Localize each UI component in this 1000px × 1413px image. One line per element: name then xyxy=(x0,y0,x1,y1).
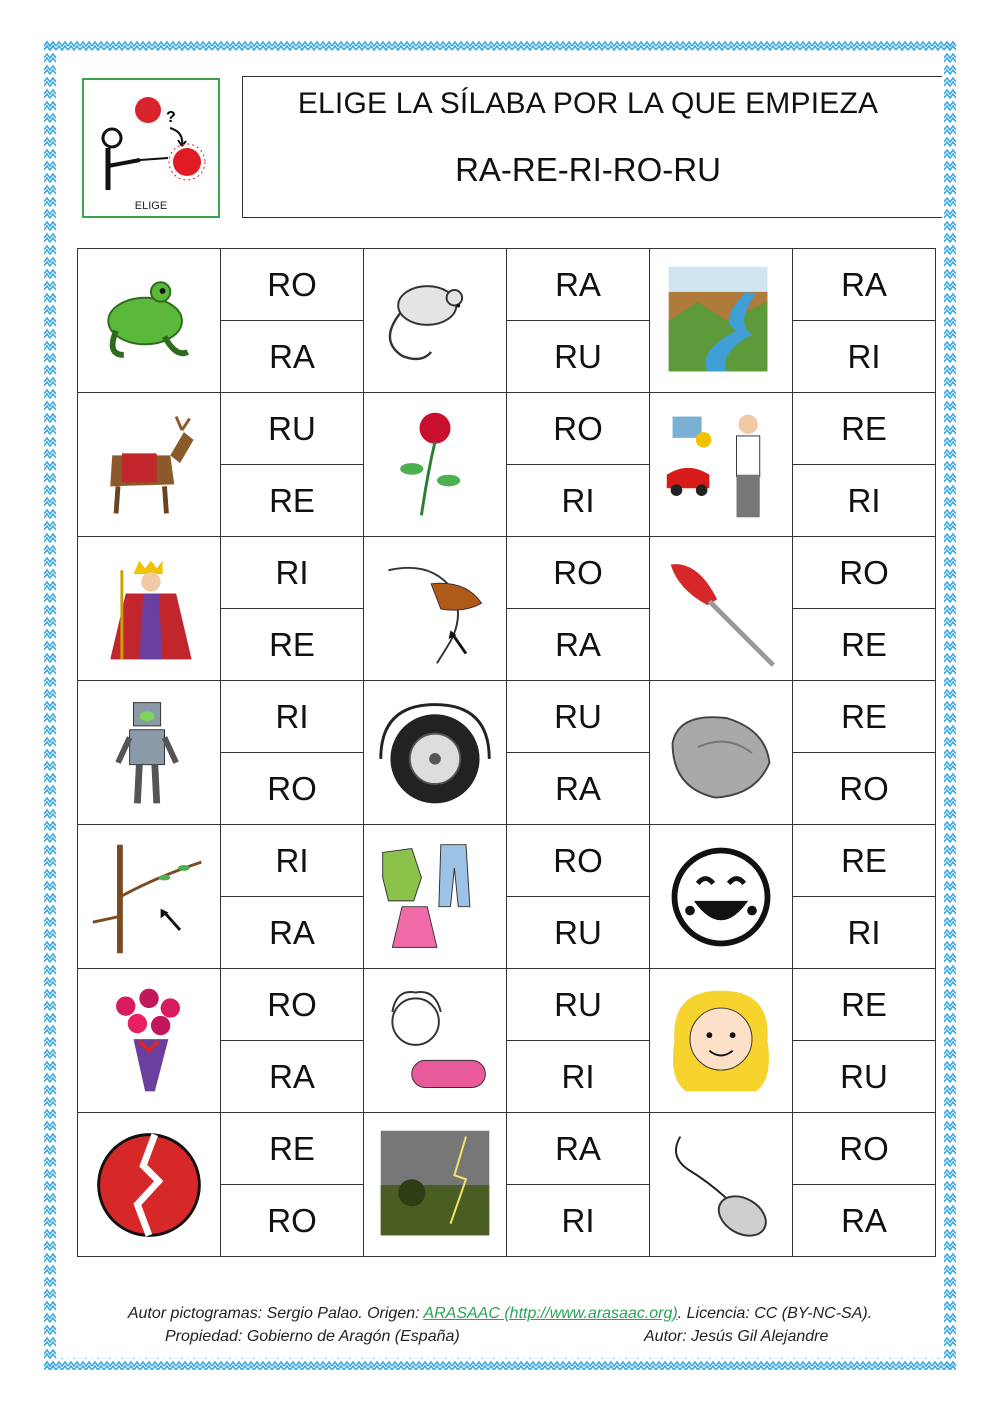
syllable-option[interactable]: RU xyxy=(793,1041,936,1113)
picture-cell xyxy=(78,969,221,1113)
syllable-option[interactable]: RI xyxy=(221,681,364,753)
syllable-option[interactable]: RE xyxy=(221,465,364,537)
syllable-option[interactable]: RA xyxy=(221,1041,364,1113)
credits-line xyxy=(0,1305,1000,1323)
grid-row xyxy=(78,969,936,1041)
picture-cell xyxy=(78,537,221,681)
syllable-option[interactable]: RO xyxy=(221,753,364,825)
choose-icon xyxy=(84,80,218,200)
wheel-icon xyxy=(373,691,497,815)
syllable-option[interactable]: RO xyxy=(221,249,364,321)
picture-cell xyxy=(364,393,507,537)
robot-icon xyxy=(87,691,211,815)
branch-icon xyxy=(87,835,211,959)
syllable-option[interactable]: RA xyxy=(507,609,650,681)
picture-cell xyxy=(78,825,221,969)
icon-label: ELIGE xyxy=(134,200,168,212)
grid-row xyxy=(78,249,936,321)
grid-row xyxy=(78,537,936,609)
computer-mouse-icon xyxy=(659,1123,783,1247)
syllable-option[interactable]: RI xyxy=(507,465,650,537)
syllable-option[interactable]: RI xyxy=(507,1041,650,1113)
picture-cell xyxy=(364,249,507,393)
author-text: Autor: Jesús Gil Alejandre xyxy=(644,1328,829,1345)
syllable-option[interactable]: RE xyxy=(793,969,936,1041)
picture-cell xyxy=(650,537,793,681)
syllable-option[interactable]: RE xyxy=(793,609,936,681)
syllable-option[interactable]: RU xyxy=(221,393,364,465)
syllable-option[interactable]: RE xyxy=(221,609,364,681)
oar-icon xyxy=(659,547,783,671)
syllable-option[interactable]: RI xyxy=(221,537,364,609)
picture-cell xyxy=(650,681,793,825)
picture-cell xyxy=(78,681,221,825)
lightning-icon xyxy=(373,1123,497,1247)
exercise-grid xyxy=(77,248,936,1257)
reindeer-icon xyxy=(87,403,211,527)
svg-text:?: ? xyxy=(166,109,176,126)
syllable-option[interactable]: RA xyxy=(793,249,936,321)
syllable-option[interactable]: RU xyxy=(507,321,650,393)
rose-icon xyxy=(373,403,497,527)
syllable-option[interactable]: RU xyxy=(507,969,650,1041)
grid-row xyxy=(78,681,936,753)
rich-man-icon xyxy=(659,403,783,527)
syllable-option[interactable]: RO xyxy=(793,753,936,825)
syllable-option[interactable]: RE xyxy=(793,681,936,753)
syllable-option[interactable]: RA xyxy=(221,321,364,393)
syllable-option[interactable]: RO xyxy=(507,537,650,609)
syllable-option[interactable]: RI xyxy=(793,321,936,393)
syllable-option[interactable]: RO xyxy=(793,1113,936,1185)
rock-icon xyxy=(659,691,783,815)
mouse-icon xyxy=(373,259,497,383)
syllable-option[interactable]: RI xyxy=(793,897,936,969)
elige-pictogram xyxy=(82,78,220,218)
syllable-option[interactable]: RU xyxy=(507,681,650,753)
picture-cell xyxy=(364,537,507,681)
grid-row xyxy=(78,1113,936,1185)
syllable-option[interactable]: RO xyxy=(507,825,650,897)
picture-cell xyxy=(364,1113,507,1257)
syllable-option[interactable]: RO xyxy=(221,969,364,1041)
picture-cell xyxy=(364,825,507,969)
syllable-option[interactable]: RO xyxy=(793,537,936,609)
broken-icon xyxy=(87,1123,211,1247)
picture-cell xyxy=(650,393,793,537)
clothes-icon xyxy=(373,835,497,959)
syllable-option[interactable]: RA xyxy=(793,1185,936,1257)
picture-cell xyxy=(650,249,793,393)
credits-prefix: Autor pictogramas: Sergio Palao. Origen: xyxy=(127,1305,424,1322)
picture-cell xyxy=(650,825,793,969)
picture-cell xyxy=(78,1113,221,1257)
syllable-option[interactable]: RA xyxy=(507,1113,650,1185)
credits-suffix: . Licencia: CC (BY-NC-SA). xyxy=(677,1305,873,1322)
syllable-option[interactable]: RU xyxy=(507,897,650,969)
picture-cell xyxy=(364,969,507,1113)
picture-cell xyxy=(78,249,221,393)
picture-cell xyxy=(364,681,507,825)
king-icon xyxy=(87,547,211,671)
syllable-option[interactable]: RO xyxy=(221,1185,364,1257)
title-box xyxy=(242,76,942,218)
grid-row xyxy=(78,825,936,897)
picture-cell xyxy=(650,1113,793,1257)
syllable-option[interactable]: RA xyxy=(221,897,364,969)
laughing-face-icon xyxy=(659,835,783,959)
blonde-girl-icon xyxy=(659,979,783,1103)
syllable-option[interactable]: RI xyxy=(221,825,364,897)
river-icon xyxy=(659,259,783,383)
syllable-option[interactable]: RA xyxy=(507,753,650,825)
syllable-option[interactable]: RE xyxy=(793,393,936,465)
syllable-option[interactable]: RO xyxy=(507,393,650,465)
syllable-option[interactable]: RE xyxy=(221,1113,364,1185)
picture-cell xyxy=(650,969,793,1113)
tail-icon xyxy=(373,547,497,671)
syllable-option[interactable]: RA xyxy=(507,249,650,321)
grid-row xyxy=(78,393,936,465)
curls-icon xyxy=(373,979,497,1103)
syllables-subtitle: RA-RE-RI-RO-RU xyxy=(455,151,721,188)
arasaac-link[interactable]: ARASAAC (http://www.arasaac.org) xyxy=(423,1305,678,1322)
picture-cell xyxy=(78,393,221,537)
bouquet-icon xyxy=(87,979,211,1103)
syllable-option[interactable]: RE xyxy=(793,825,936,897)
syllable-option[interactable]: RI xyxy=(507,1185,650,1257)
page-title: ELIGE LA SÍLABA POR LA QUE EMPIEZA xyxy=(297,87,879,120)
frog-icon xyxy=(87,259,211,383)
property-text: Propiedad: Gobierno de Aragón (España) xyxy=(165,1328,460,1345)
syllable-option[interactable]: RI xyxy=(793,465,936,537)
